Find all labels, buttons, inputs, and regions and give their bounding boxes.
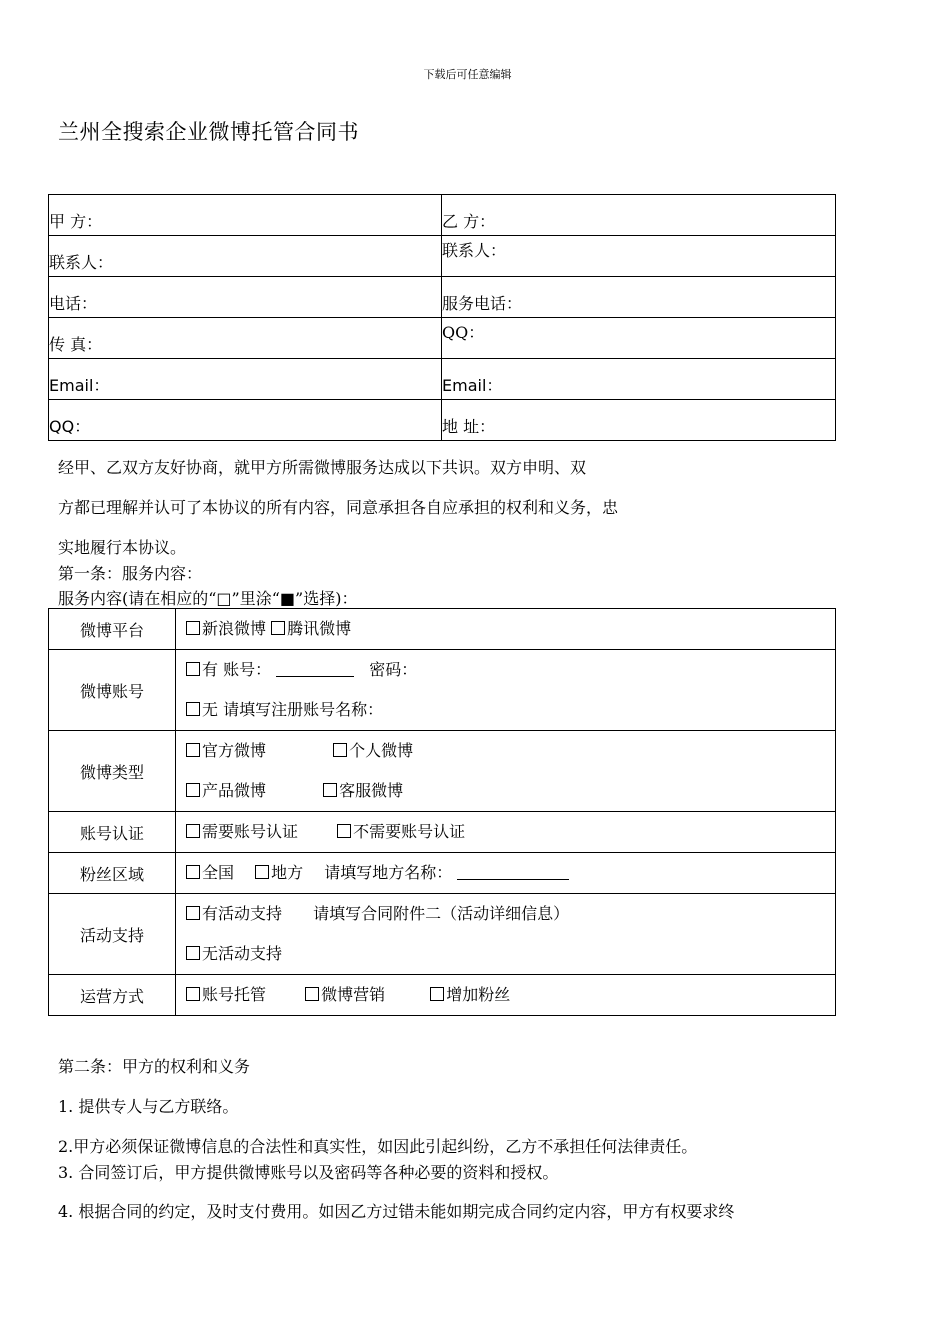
option-label: 腾讯微博	[287, 619, 352, 638]
checkbox-local[interactable]	[255, 865, 269, 879]
checkbox-no-activity[interactable]	[186, 946, 200, 960]
operation-options	[176, 975, 836, 1016]
table-row	[49, 359, 836, 400]
article-2-item-4: 4. 根据合同的约定，及时支付费用。如因乙方过错未能如期完成合同约定内容，甲方有权要求终	[58, 1202, 735, 1221]
checkbox-increase-fans[interactable]	[430, 987, 444, 1001]
table-row	[49, 853, 836, 894]
party-b-email-cell[interactable]: Email：	[442, 359, 836, 400]
option-label: 无 请填写注册账号名称：	[202, 700, 384, 719]
service-options-table	[48, 608, 836, 1016]
intro-line-2: 方都已理解并认可了本协议的所有内容，同意承担各自应承担的权利和义务，忠	[58, 498, 619, 517]
platform-label: 微博平台	[49, 609, 176, 650]
article-2-item-2: 2.甲方必须保证微博信息的合法性和真实性，如因此引起纠纷，乙方不承担任何法律责任。	[58, 1137, 698, 1156]
table-row	[49, 650, 836, 731]
option-label: 增加粉丝	[446, 985, 511, 1004]
option-label: 微博营销	[321, 985, 386, 1004]
checkbox-weibo-marketing[interactable]	[305, 987, 319, 1001]
option-label: 需要账号认证	[202, 822, 299, 841]
fans-label: 粉丝区域	[49, 853, 176, 894]
platform-options	[176, 609, 836, 650]
fans-options	[176, 853, 836, 894]
article-2-heading: 第二条：甲方的权利和义务	[58, 1057, 251, 1076]
document-title: 兰州全搜索企业微博托管合同书	[58, 120, 359, 144]
option-label: 客服微博	[339, 781, 404, 800]
activity-options	[176, 894, 836, 975]
option-label: 有 账号：	[202, 660, 272, 679]
option-label: 个人微博	[349, 741, 414, 760]
party-a-email-cell[interactable]: Email：	[49, 359, 442, 400]
option-label: 地方	[271, 863, 304, 882]
activity-note: 请填写合同附件二（活动详细信息）	[313, 904, 570, 923]
article-1-heading: 第一条：服务内容：	[58, 564, 203, 583]
checkbox-product-weibo[interactable]	[186, 783, 200, 797]
checkbox-sina-weibo[interactable]	[186, 621, 200, 635]
checkbox-has-activity[interactable]	[186, 906, 200, 920]
party-a-contact-cell[interactable]: 联系人：	[49, 236, 442, 277]
party-info-table	[48, 194, 836, 441]
table-row	[49, 318, 836, 359]
table-row	[49, 894, 836, 975]
table-row	[49, 731, 836, 812]
article-1-instruction: 服务内容(请在相应的“□”里涂“■”选择)：	[58, 589, 358, 608]
intro-line-1: 经甲、乙双方友好协商，就甲方所需微博服务达成以下共识。双方申明、双	[58, 458, 587, 477]
party-b-address-cell[interactable]: 地 址：	[442, 400, 836, 441]
verify-options	[176, 812, 836, 853]
verify-label: 账号认证	[49, 812, 176, 853]
checkbox-account-hosting[interactable]	[186, 987, 200, 1001]
option-label: 有活动支持	[202, 904, 283, 923]
checkbox-no-account[interactable]	[186, 702, 200, 716]
table-row	[49, 975, 836, 1016]
table-row	[49, 277, 836, 318]
checkbox-has-account[interactable]	[186, 662, 200, 676]
party-b-name-cell[interactable]: 乙 方：	[442, 195, 836, 236]
intro-line-3: 实地履行本协议。	[58, 538, 187, 557]
activity-label: 活动支持	[49, 894, 176, 975]
article-2-item-3: 3. 合同签订后，甲方提供微博账号以及密码等各种必要的资料和授权。	[58, 1163, 559, 1182]
option-label: 账号托管	[202, 985, 267, 1004]
party-a-fax-cell[interactable]: 传 真：	[49, 318, 442, 359]
checkbox-tencent-weibo[interactable]	[271, 621, 285, 635]
operation-label: 运营方式	[49, 975, 176, 1016]
password-label: 密码：	[369, 660, 418, 679]
type-label: 微博类型	[49, 731, 176, 812]
option-label: 产品微博	[202, 781, 267, 800]
account-input-line[interactable]	[276, 662, 354, 677]
party-b-qq-cell[interactable]: QQ：	[442, 318, 836, 359]
header-note: 下载后可任意编辑	[423, 68, 512, 81]
checkbox-need-verify[interactable]	[186, 824, 200, 838]
table-row	[49, 400, 836, 441]
local-name-input-line[interactable]	[457, 865, 569, 880]
party-a-name-cell[interactable]: 甲 方：	[49, 195, 442, 236]
option-label: 新浪微博	[202, 619, 267, 638]
party-a-qq-cell[interactable]: QQ：	[49, 400, 442, 441]
account-label: 微博账号	[49, 650, 176, 731]
table-row	[49, 609, 836, 650]
article-2-item-1: 1. 提供专人与乙方联络。	[58, 1097, 239, 1116]
checkbox-no-verify[interactable]	[337, 824, 351, 838]
table-row	[49, 195, 836, 236]
party-a-phone-cell[interactable]: 电话：	[49, 277, 442, 318]
type-options	[176, 731, 836, 812]
option-label: 全国	[202, 863, 235, 882]
party-b-phone-cell[interactable]: 服务电话：	[442, 277, 836, 318]
account-options	[176, 650, 836, 731]
option-label: 不需要账号认证	[353, 822, 466, 841]
option-label: 无活动支持	[202, 944, 283, 963]
checkbox-personal-weibo[interactable]	[333, 743, 347, 757]
checkbox-service-weibo[interactable]	[323, 783, 337, 797]
table-row	[49, 812, 836, 853]
party-b-contact-cell[interactable]: 联系人：	[442, 236, 836, 277]
option-label: 官方微博	[202, 741, 267, 760]
checkbox-nationwide[interactable]	[186, 865, 200, 879]
checkbox-official-weibo[interactable]	[186, 743, 200, 757]
table-row	[49, 236, 836, 277]
local-name-prompt: 请填写地方名称：	[324, 863, 453, 882]
